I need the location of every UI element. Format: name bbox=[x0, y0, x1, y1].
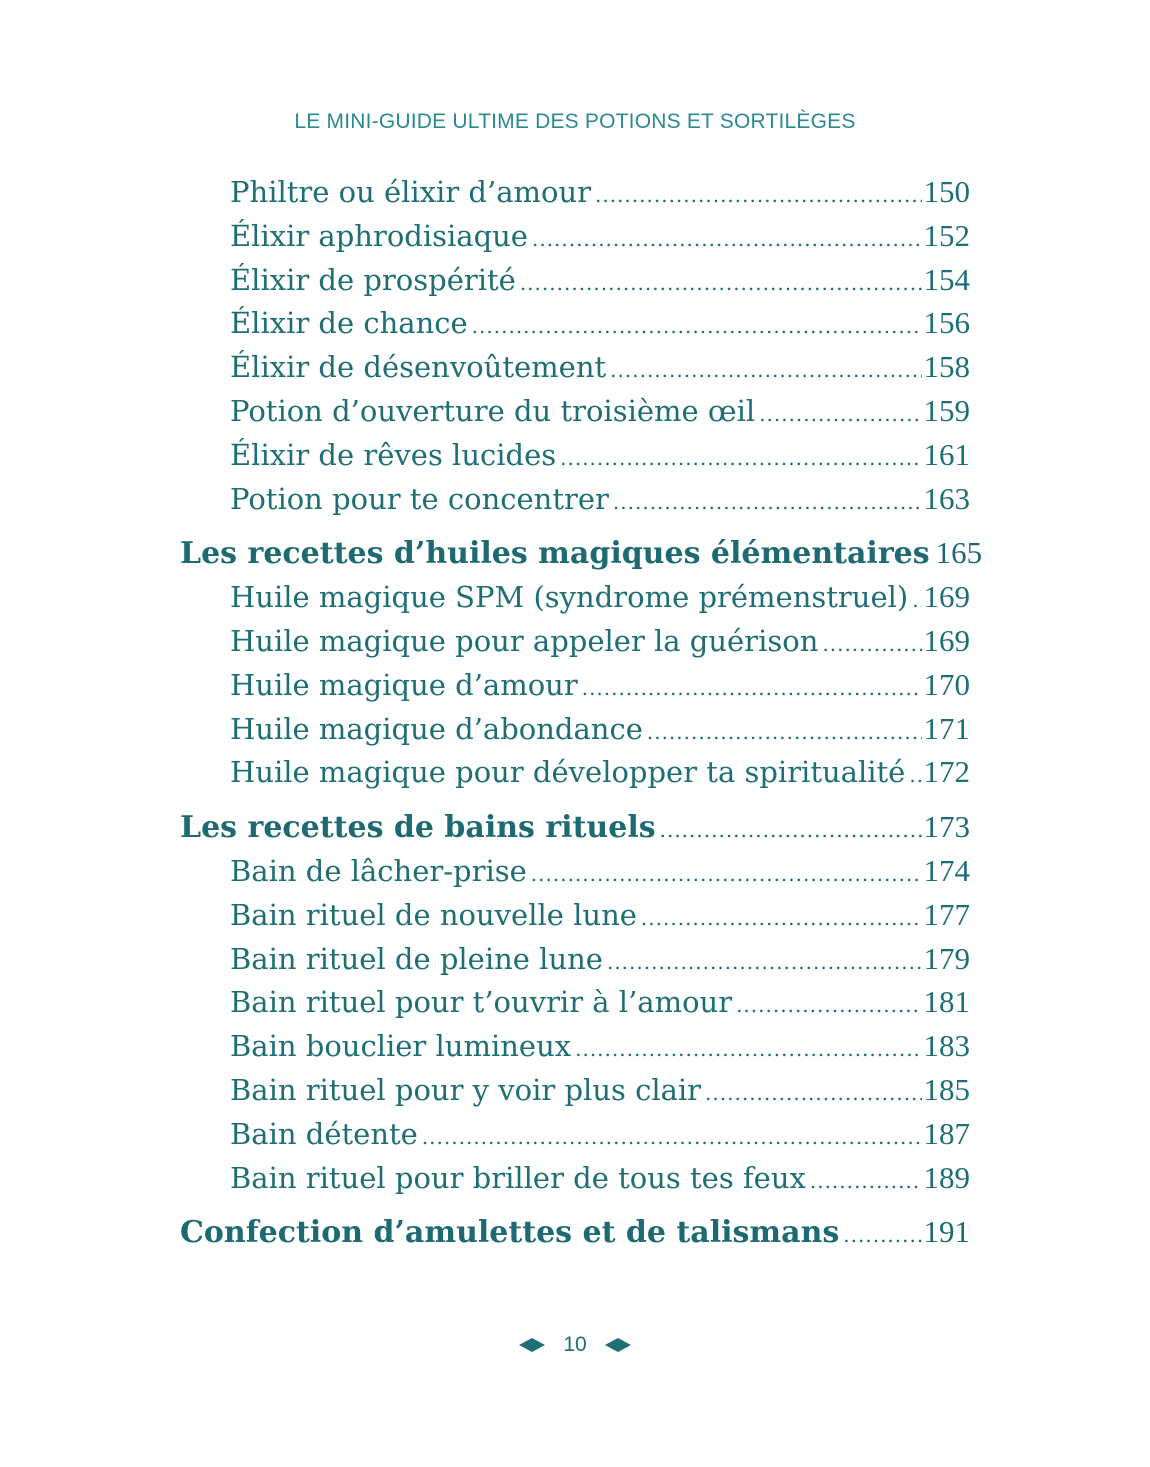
toc-entry-title: Bain rituel de pleine lune bbox=[230, 941, 603, 976]
toc-entry-title: Bain bouclier lumineux bbox=[230, 1029, 572, 1064]
page-number: 10 bbox=[563, 1333, 587, 1356]
toc-entry bbox=[180, 711, 970, 755]
toc-entry bbox=[180, 481, 970, 525]
toc-entry-page: 173 bbox=[923, 809, 970, 845]
toc-entry-page: 169 bbox=[923, 622, 970, 658]
diamond-right-icon bbox=[605, 1338, 631, 1352]
toc-entry-title: Bain de lâcher-prise bbox=[230, 853, 527, 888]
toc-entry-page: 154 bbox=[923, 261, 970, 297]
toc-entry-page: 163 bbox=[923, 480, 970, 516]
toc-entry bbox=[180, 174, 970, 218]
toc-entry-page: 187 bbox=[923, 1115, 970, 1151]
toc-section-title: Les recettes d’huiles magiques élémentaires bbox=[180, 536, 930, 572]
toc-entry bbox=[180, 853, 970, 897]
toc-entry-title: Bain rituel pour briller de tous tes feux bbox=[230, 1160, 806, 1195]
toc-entry-title: Bain détente bbox=[230, 1116, 418, 1151]
toc-entry-page: 150 bbox=[923, 174, 970, 209]
toc-entry bbox=[180, 984, 970, 1028]
toc-entry bbox=[180, 667, 970, 711]
toc-entry bbox=[180, 579, 970, 623]
toc-entry-page: 156 bbox=[923, 305, 970, 341]
page-footer bbox=[0, 1333, 1150, 1357]
toc-entry-title: Élixir de rêves lucides bbox=[230, 437, 557, 472]
toc-entry-page: 159 bbox=[923, 392, 970, 428]
dot-leader bbox=[647, 720, 922, 744]
toc-entry-page: 183 bbox=[923, 1028, 970, 1064]
toc-entry-title: Huile magique pour développer ta spiritualité bbox=[230, 755, 906, 790]
dot-leader bbox=[422, 1125, 922, 1149]
toc-entry-page: 169 bbox=[923, 579, 970, 615]
toc-entry-title: Huile magique SPM (syndrome prémenstruel) bbox=[230, 580, 909, 615]
dot-leader bbox=[909, 763, 921, 787]
toc-entry-page: 161 bbox=[923, 436, 970, 472]
toc-section-title: Confection d’amulettes et de talismans bbox=[180, 1215, 840, 1251]
toc-entry-title: Huile magique d’amour bbox=[230, 667, 578, 702]
dot-leader bbox=[582, 676, 922, 700]
toc-entry bbox=[180, 393, 970, 437]
toc-entry-page: 165 bbox=[935, 535, 983, 571]
toc-entry bbox=[180, 941, 970, 985]
dot-leader bbox=[575, 1037, 921, 1061]
dot-leader bbox=[595, 183, 922, 207]
dot-leader bbox=[560, 446, 921, 470]
toc-entry-title: Potion pour te concentrer bbox=[230, 481, 609, 516]
toc-entry bbox=[180, 218, 970, 262]
toc-entry-page: 179 bbox=[923, 940, 970, 976]
toc-entry-title: Élixir de prospérité bbox=[230, 262, 516, 297]
toc-entry bbox=[180, 305, 970, 349]
running-header: LE MINI-GUIDE ULTIME DES POTIONS ET SORTILÈGES bbox=[294, 110, 856, 133]
dot-leader bbox=[810, 1169, 922, 1193]
dot-leader bbox=[641, 906, 922, 930]
table-of-contents bbox=[180, 174, 983, 1258]
dot-leader bbox=[531, 862, 922, 886]
toc-entry-title: Potion d’ouverture du troisième œil bbox=[230, 393, 756, 428]
dot-leader bbox=[912, 588, 921, 612]
toc-entry-title: Élixir de chance bbox=[230, 306, 468, 341]
dot-leader bbox=[610, 358, 921, 382]
dot-leader bbox=[607, 950, 922, 974]
toc-entry-page: 172 bbox=[923, 754, 970, 790]
toc-entry-page: 191 bbox=[923, 1214, 970, 1250]
dot-leader bbox=[520, 271, 922, 295]
toc-entry bbox=[180, 623, 970, 667]
toc-entry-title: Élixir aphrodisiaque bbox=[230, 218, 528, 253]
dot-leader bbox=[705, 1081, 921, 1105]
toc-entry-page: 170 bbox=[923, 666, 970, 702]
toc-entry-title: Bain rituel de nouvelle lune bbox=[230, 897, 637, 932]
toc-entry bbox=[180, 1160, 970, 1204]
dot-leader bbox=[660, 818, 922, 842]
toc-section-title: Les recettes de bains rituels bbox=[180, 810, 656, 846]
dot-leader bbox=[759, 402, 921, 426]
toc-entry bbox=[180, 1072, 970, 1116]
dot-leader bbox=[613, 490, 922, 514]
toc-entry-page: 185 bbox=[923, 1071, 970, 1107]
dot-leader bbox=[736, 993, 921, 1017]
toc-entry-title: Élixir de désenvoûtement bbox=[230, 350, 607, 385]
toc-entry bbox=[180, 754, 970, 798]
toc-entry-page: 152 bbox=[923, 217, 970, 253]
toc-entry bbox=[180, 437, 970, 481]
toc-entry-page: 177 bbox=[923, 896, 970, 932]
dot-leader bbox=[532, 227, 922, 251]
toc-entry-title: Huile magique pour appeler la guérison bbox=[230, 623, 819, 658]
toc-entry bbox=[180, 1116, 970, 1160]
dot-leader bbox=[843, 1223, 921, 1247]
toc-entry bbox=[180, 262, 970, 306]
toc-entry-page: 171 bbox=[923, 710, 970, 746]
toc-section-heading bbox=[180, 535, 983, 579]
toc-entry bbox=[180, 897, 970, 941]
toc-entry-page: 174 bbox=[923, 852, 970, 888]
dot-leader bbox=[472, 314, 922, 338]
diamond-left-icon bbox=[519, 1338, 545, 1352]
toc-entry-page: 158 bbox=[923, 349, 970, 385]
dot-leader bbox=[822, 632, 921, 656]
toc-entry-page: 189 bbox=[923, 1159, 970, 1195]
toc-entry-page: 181 bbox=[923, 984, 970, 1020]
toc-entry-title: Bain rituel pour t’ouvrir à l’amour bbox=[230, 985, 733, 1020]
toc-entry bbox=[180, 1028, 970, 1072]
toc-entry-title: Huile magique d’abondance bbox=[230, 711, 643, 746]
toc-section-heading bbox=[180, 1214, 970, 1258]
toc-entry-title: Philtre ou élixir d’amour bbox=[230, 175, 591, 209]
toc-entry-title: Bain rituel pour y voir plus clair bbox=[230, 1072, 702, 1107]
toc-entry bbox=[180, 349, 970, 393]
toc-section-heading bbox=[180, 809, 970, 853]
